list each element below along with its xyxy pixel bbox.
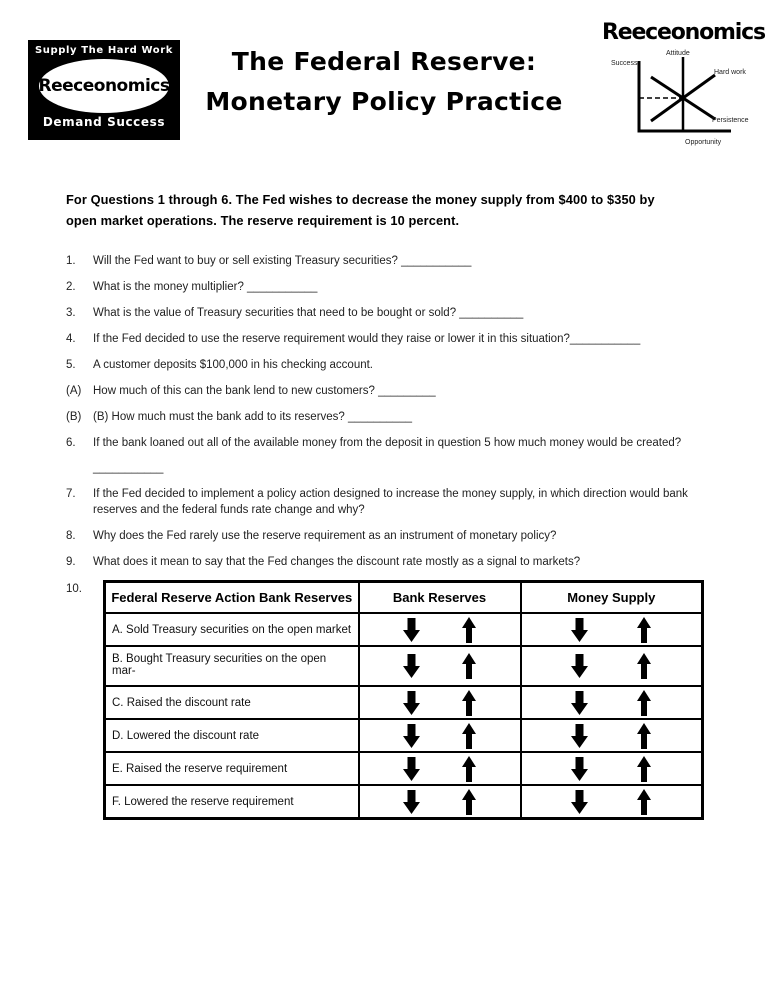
question-item: [66, 279, 718, 295]
question-text-wrap: [93, 305, 713, 321]
question-text-wrap: [93, 528, 713, 544]
arrow-cell: [359, 752, 521, 785]
question-number: 6.: [66, 437, 76, 450]
question-text: Will the Fed want to buy or sell existing Treasury securities? ___________: [93, 255, 472, 268]
arrow-pair: [523, 723, 701, 749]
arrow-cell: [521, 752, 703, 785]
question-text: If the bank loaned out all of the available money from the deposit in question 5 how much money would be created?: [93, 437, 682, 450]
arrow-pair: [361, 690, 519, 716]
table-row: [105, 646, 703, 686]
graph-label-attitude: Attitude: [666, 50, 690, 57]
graph-label-persistence: Persistence: [712, 117, 749, 124]
question-number: 1.: [66, 255, 76, 268]
arrow-pair: [361, 789, 519, 815]
question-number: 7.: [66, 488, 76, 501]
graph-label-opportunity: Opportunity: [685, 139, 722, 146]
arrow-pair: [523, 789, 701, 815]
question-text-wrap: [93, 486, 713, 518]
arrow-cell: [521, 719, 703, 752]
questions-list: [66, 253, 718, 570]
intro-paragraph: For Questions 1 through 6. The Fed wishes to decrease the money supply from $400 to $350 by open market operations. The reserve requirement is 10 percent.: [66, 192, 655, 228]
down-arrow-icon: [571, 757, 588, 781]
question-text-wrap: [93, 435, 713, 476]
arrow-cell: [359, 719, 521, 752]
up-arrow-icon: [637, 723, 651, 749]
question-item: [66, 486, 718, 518]
table-section: [66, 580, 718, 820]
up-arrow-icon: [462, 653, 476, 679]
question-item: [66, 357, 718, 373]
up-arrow-icon: [637, 756, 651, 782]
arrow-cell: [359, 686, 521, 719]
question-number: 4.: [66, 333, 76, 346]
table-body: [105, 613, 703, 818]
arrow-pair: [523, 690, 701, 716]
table-row: [105, 719, 703, 752]
arrow-pair: [361, 723, 519, 749]
question-text: A customer deposits $100,000 in his checking account.: [93, 359, 374, 372]
table-row: [105, 686, 703, 719]
table-header-cell: Money Supply: [521, 582, 703, 614]
question-text-wrap: [93, 357, 713, 373]
question-text-wrap: [93, 253, 713, 269]
question-text-wrap: [93, 279, 713, 295]
table-header-cell: Federal Reserve Action Bank Reserves: [105, 582, 359, 614]
question-item: [66, 435, 718, 476]
down-arrow-icon: [403, 691, 420, 715]
arrow-cell: [359, 613, 521, 646]
question-item: [66, 253, 718, 269]
left-logo-oval: [39, 59, 169, 113]
arrow-pair: [361, 617, 519, 643]
arrow-pair: [523, 617, 701, 643]
question-text: Why does the Fed rarely use the reserve requirement as an instrument of monetary policy?: [93, 530, 557, 543]
economics-graph-icon: [609, 47, 751, 147]
down-arrow-icon: [403, 757, 420, 781]
arrow-pair: [523, 653, 701, 679]
question-number: 3.: [66, 307, 76, 320]
up-arrow-icon: [637, 653, 651, 679]
action-cell: E. Raised the reserve requirement: [105, 752, 359, 785]
question-number: 9.: [66, 556, 76, 569]
arrow-cell: [521, 613, 703, 646]
question-text-wrap: [93, 554, 713, 570]
down-arrow-icon: [571, 691, 588, 715]
question-blank: ___________: [93, 462, 164, 475]
table-row: [105, 785, 703, 818]
arrow-pair: [361, 653, 519, 679]
down-arrow-icon: [403, 790, 420, 814]
graph-label-success: Success: [611, 60, 638, 67]
question-number: 8.: [66, 530, 76, 543]
down-arrow-icon: [571, 654, 588, 678]
question-number: (A): [66, 385, 82, 398]
question-text: (B) How much must the bank add to its reserves? __________: [93, 411, 412, 424]
question-text: What is the money multiplier? ___________: [93, 281, 318, 294]
question-item: [66, 554, 718, 570]
up-arrow-icon: [637, 690, 651, 716]
arrow-pair: [523, 756, 701, 782]
question-number: (B): [66, 411, 82, 424]
graph-label-hardwork: Hard work: [714, 69, 746, 76]
right-logo: [602, 20, 765, 152]
action-cell: C. Raised the discount rate: [105, 686, 359, 719]
question-text: What is the value of Treasury securities that need to be bought or sold? __________: [93, 307, 524, 320]
up-arrow-icon: [637, 789, 651, 815]
arrow-cell: [359, 646, 521, 686]
table-header-cell: Bank Reserves: [359, 582, 521, 614]
arrow-cell: [521, 785, 703, 818]
content-column: [66, 190, 718, 820]
action-cell: A. Sold Treasury securities on the open market: [105, 613, 359, 646]
right-logo-brand: Reeceonomics: [602, 20, 765, 45]
question-text: If the Fed decided to implement a policy action designed to increase the money supply, in which direction would bank reserves and the federal funds rate change and why?: [93, 488, 688, 517]
question-item: [66, 305, 718, 321]
question-text: What does it mean to say that the Fed changes the discount rate mostly as a signal to markets?: [93, 556, 581, 569]
table-row: [105, 613, 703, 646]
question-10-number: 10.: [66, 583, 82, 596]
question-text: If the Fed decided to use the reserve requirement would they raise or lower it in this situation?___________: [93, 333, 641, 346]
arrow-cell: [359, 785, 521, 818]
arrow-pair: [361, 756, 519, 782]
question-number: 5.: [66, 359, 76, 372]
down-arrow-icon: [403, 618, 420, 642]
title-line1: The Federal Reserve:: [231, 47, 537, 76]
table-header-row: [105, 582, 703, 614]
down-arrow-icon: [403, 724, 420, 748]
action-cell: B. Bought Treasury securities on the open mar-: [105, 646, 359, 686]
up-arrow-icon: [462, 789, 476, 815]
down-arrow-icon: [571, 618, 588, 642]
title-line2: Monetary Policy Practice: [205, 87, 563, 116]
question-item: [66, 409, 718, 425]
table-row: [105, 752, 703, 785]
question-item: [66, 528, 718, 544]
question-item: [66, 331, 718, 347]
down-arrow-icon: [403, 654, 420, 678]
up-arrow-icon: [637, 617, 651, 643]
arrow-cell: [521, 646, 703, 686]
left-logo: [28, 40, 180, 140]
question-number: 2.: [66, 281, 76, 294]
question-text-wrap: [93, 331, 713, 347]
up-arrow-icon: [462, 617, 476, 643]
page-title: [184, 42, 584, 122]
down-arrow-icon: [571, 790, 588, 814]
down-arrow-icon: [571, 724, 588, 748]
arrow-cell: [521, 686, 703, 719]
left-logo-top-text: Supply The Hard Work: [34, 45, 174, 56]
question-item: [66, 383, 718, 399]
up-arrow-icon: [462, 690, 476, 716]
question-text: How much of this can the bank lend to new customers? _________: [93, 385, 436, 398]
up-arrow-icon: [462, 756, 476, 782]
left-logo-brand: Reeceonomics: [38, 76, 170, 96]
action-cell: F. Lowered the reserve requirement: [105, 785, 359, 818]
action-cell: D. Lowered the discount rate: [105, 719, 359, 752]
left-logo-bottom-text: Demand Success: [42, 115, 166, 129]
question-text-wrap: [93, 409, 713, 425]
fed-actions-table: [103, 580, 704, 820]
up-arrow-icon: [462, 723, 476, 749]
question-text-wrap: [93, 383, 713, 399]
